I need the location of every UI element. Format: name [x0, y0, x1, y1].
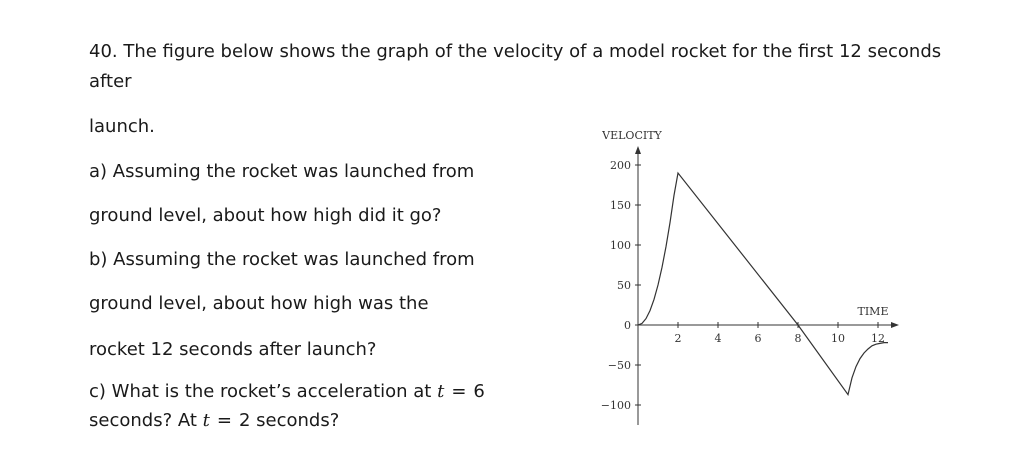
part-c-line2-prefix: seconds? At [89, 410, 203, 431]
part-a-line-1: a) Assuming the rocket was launched from [89, 161, 475, 182]
part-c-var-t: t [437, 381, 445, 402]
x-tick-label: 10 [831, 332, 845, 345]
y-tick-label: 200 [610, 159, 631, 172]
part-c-prefix: c) What is the rocket’s acceleration at [89, 381, 438, 402]
part-c-var-t-2: t [202, 410, 210, 431]
question-line-2: after [89, 71, 132, 92]
part-b-line-2: ground level, about how high was the [89, 293, 429, 314]
y-tick-label: 100 [610, 239, 631, 252]
x-tick-label: 2 [674, 332, 682, 345]
part-c-value: 6 [473, 381, 485, 402]
part-c-equals: = [451, 381, 467, 402]
part-c-equals-2: = [216, 410, 232, 431]
x-axis-arrow [891, 322, 899, 328]
x-axis-label: TIME [857, 305, 889, 318]
y-tick-label: 50 [617, 279, 631, 292]
part-b-line-3: rocket 12 seconds after launch? [89, 339, 377, 360]
y-tick-label: −100 [600, 399, 631, 412]
question-line-1: 40. The figure below shows the graph of the velocity of a model rocket for the first 12 seconds [89, 41, 942, 62]
question-line-3: launch. [89, 116, 155, 137]
y-tick-label: 150 [610, 199, 631, 212]
x-tick-label: 6 [754, 332, 762, 345]
x-tick-label: 8 [794, 332, 802, 345]
y-axis-label: VELOCITY [602, 129, 662, 142]
part-b-line-1: b) Assuming the rocket was launched from [89, 249, 475, 270]
y-tick-label: −50 [607, 359, 631, 372]
x-tick-label: 12 [871, 332, 885, 345]
tick-group [601, 159, 885, 412]
y-tick-label: 0 [624, 319, 631, 332]
velocity-series-line [638, 173, 888, 395]
x-tick-label: 4 [714, 332, 722, 345]
part-c-value-2: 2 seconds? [238, 410, 340, 431]
y-axis-arrow [635, 146, 641, 154]
part-a-line-2: ground level, about how high did it go? [89, 205, 442, 226]
